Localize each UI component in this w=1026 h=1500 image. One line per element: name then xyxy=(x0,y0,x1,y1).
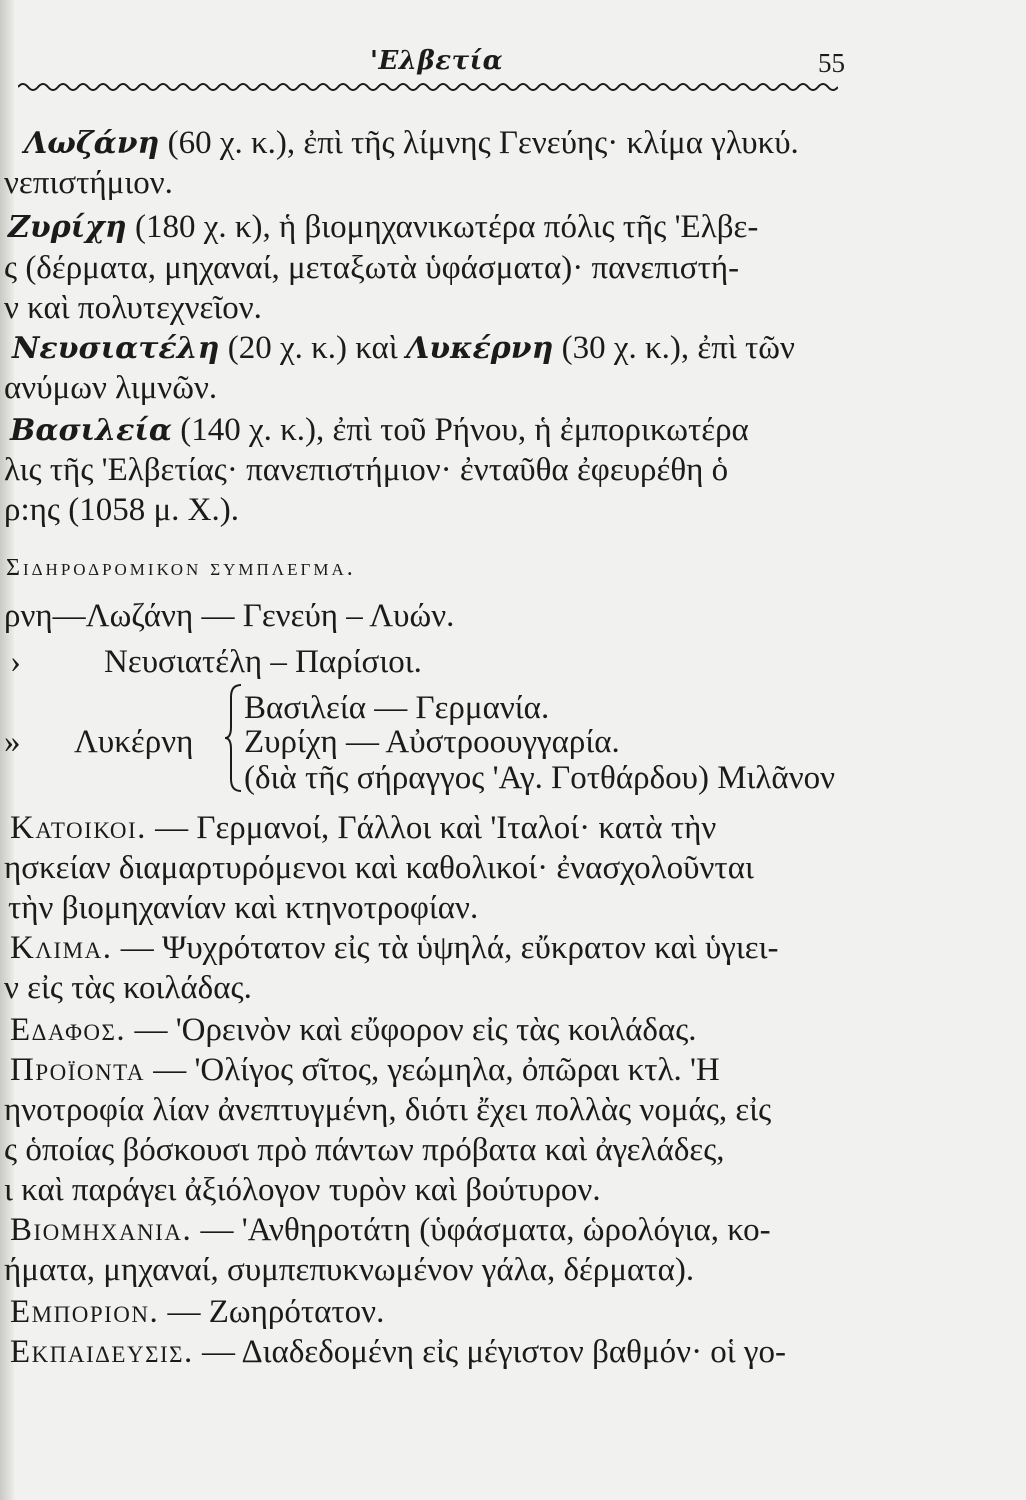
industry-text-1: — 'Ανθηροτάτη (ὑφάσματα, ὡρολόγια, κο- xyxy=(192,1212,771,1248)
railway-branch-3: (διὰ τῆς σήραγγος 'Αγ. Γοτθάρδου) Μιλᾶνον xyxy=(244,760,836,796)
soil-label: Εδαφος. xyxy=(10,1012,127,1048)
commerce-text-1: — Ζωηρότατον. xyxy=(159,1294,385,1330)
page-number: 55 xyxy=(818,48,845,78)
railway-ditto-2: » xyxy=(4,724,21,760)
inhabitants-line-1 xyxy=(10,808,716,848)
climate-text-1: — Ψυχρότατον εἰς τὰ ὑψηλά, εὔκρατον καὶ ὑγιει- xyxy=(112,930,779,966)
education-text-1: — Διαδεδομένη εἰς μέγιστον βαθμόν· οἱ γο- xyxy=(193,1334,787,1370)
inhabitants-label: Κατοικοι. xyxy=(10,810,147,846)
inhabitants-line-3: τὴν βιομηχανίαν καὶ κτηνοτροφίαν. xyxy=(8,890,479,926)
railway-section-title: Σιδηροδρομικον συμπλεγμα. xyxy=(6,555,356,581)
inhabitants-text-1: — Γερμανοί, Γάλλοι καὶ 'Ιταλοί· κατὰ τὴν xyxy=(146,810,717,846)
neuchatel-mid-text: (20 χ. κ.) καὶ xyxy=(219,330,406,366)
products-line-3: ς ὁποίας βόσκουσι πρὸ πάντων πρόβατα καὶ ἀγελάδες, xyxy=(4,1132,725,1168)
industry-label: Βιομηχανια. xyxy=(10,1212,193,1248)
city-name-basel: Βασιλεία xyxy=(10,413,172,448)
city-name-lausanne: Λωζάνη xyxy=(24,126,160,161)
zurich-line-3: ν καὶ πολυτεχνεῖον. xyxy=(4,290,262,326)
lausanne-line-2: νεπιστήμιον. xyxy=(4,165,173,201)
products-line-1 xyxy=(10,1050,720,1090)
climate-line-1 xyxy=(10,928,778,968)
basel-line-3: ρ:ης (1058 μ. Χ.). xyxy=(4,492,239,528)
railway-lucerne-label: Λυκέρνη xyxy=(74,724,194,760)
railway-ditto-1: › xyxy=(10,644,21,680)
soil-line-1 xyxy=(10,1010,697,1050)
zurich-line-2: ς (δέρματα, μηχαναί, μεταξωτὰ ὑφάσματα)· πανεπιστή- xyxy=(4,250,740,286)
city-name-neuchatel: Νευσιατέλη xyxy=(12,331,220,366)
products-line-4: ι καὶ παράγει ἀξιόλογον τυρὸν καὶ βούτυρον. xyxy=(4,1172,601,1208)
zurich-line-1 xyxy=(8,207,758,248)
products-line-2: ηνοτροφία λίαν ἀνεπτυγμένη, διότι ἔχει πολλὰς νομάς, εἰς xyxy=(4,1092,772,1128)
education-line-1 xyxy=(10,1332,786,1372)
lausanne-text-1: (60 χ. κ.), ἐπὶ τῆς λίμνης Γενεύης· κλίμα γλυκύ. xyxy=(159,125,799,161)
education-label: Εκπαιδευσις. xyxy=(10,1334,194,1370)
climate-label: Κλιμα. xyxy=(10,930,113,966)
zurich-text-1: (180 χ. κ), ἡ βιομηχανικωτέρα πόλις τῆς 'Ελβε- xyxy=(126,209,759,245)
wavy-header-rule xyxy=(18,80,838,94)
commerce-label: Εμποριον. xyxy=(10,1294,160,1330)
city-name-zurich: Ζυρίχη xyxy=(8,210,127,245)
soil-text-1: — 'Ορεινὸν καὶ εὔφορον εἰς τὰς κοιλάδας. xyxy=(126,1012,697,1048)
railway-branch-2: Ζυρίχη — Αὐστροουγγαρία. xyxy=(244,724,620,760)
industry-line-2: ήματα, μηχαναί, συμπεπυκνωμένον γάλα, δέρματα). xyxy=(4,1252,695,1288)
basel-text-1: (140 χ. κ.), ἐπὶ τοῦ Ρήνου, ἡ ἐμπορικωτέρα xyxy=(171,412,749,448)
city-name-lucerne: Λυκέρνη xyxy=(405,331,554,366)
railway-line-2: Νευσιατέλη – Παρίσιοι. xyxy=(104,644,422,680)
inhabitants-line-2: ησκείαν διαμαρτυρόμενοι καὶ καθολικοί· ἐνασχολοῦνται xyxy=(4,850,754,886)
products-text-1: — 'Ολίγος σῖτος, γεώμηλα, ὀπῶραι κτλ. 'Η xyxy=(144,1052,720,1088)
climate-line-2: ν εἰς τὰς κοιλάδας. xyxy=(4,970,252,1006)
railway-branch-1: Βασιλεία — Γερμανία. xyxy=(244,690,550,726)
neuchatel-lucerne-line-2: ανύμων λιμνῶν. xyxy=(4,370,218,406)
basel-line-1 xyxy=(10,410,749,451)
neuchatel-lucerne-text-1: (30 χ. κ.), ἐπὶ τῶν xyxy=(553,330,795,366)
products-label: Προϊοντα xyxy=(10,1052,145,1088)
railway-line-1: ρνη—Λωζάνη — Γενεύη – Λυών. xyxy=(4,598,455,634)
curly-brace xyxy=(225,683,245,793)
running-title: 'Ελβετία xyxy=(370,46,504,76)
neuchatel-lucerne-line-1 xyxy=(12,328,795,369)
industry-line-1 xyxy=(10,1210,771,1250)
lausanne-line-1 xyxy=(24,123,799,164)
basel-line-2: λις τῆς 'Ελβετίας· πανεπιστήμιον· ἐνταῦθα ἐφευρέθη ὁ xyxy=(4,452,729,488)
commerce-line-1 xyxy=(10,1292,384,1332)
